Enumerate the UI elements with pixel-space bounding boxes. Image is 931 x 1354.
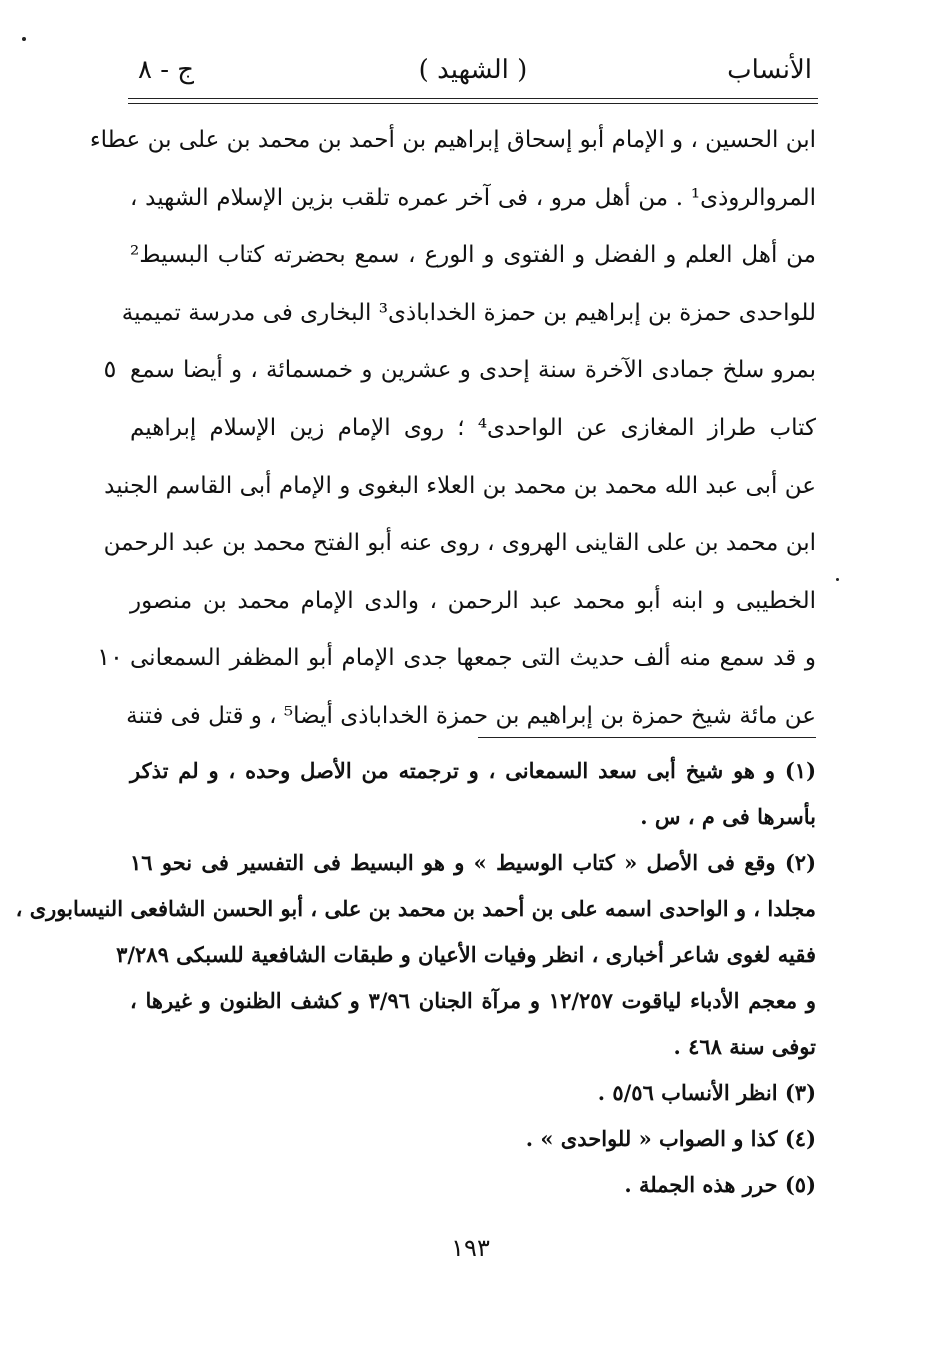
footnote-1-line: (١) و هو شيخ أبى سعد السمعانى ، و ترجمته من الأصل وحده ، و لم تذكر [130,758,816,783]
text-line: عن مائة شيخ حمزة بن إبراهيم بن حمزة الخداباذى أيضا⁵ ، و قتل فى فتنة [126,702,816,729]
scan-speck [836,578,839,581]
header-entry-title: ( الشهيد ) [418,55,528,85]
line-number-10: ١٠ [97,643,123,671]
footnote-2-line: توفى سنة ٤٦٨ . [673,1034,816,1059]
text-line: من أهل العلم و الفضل و الفتوى و الورع ، سمع بحضرته كتاب البسيط² [130,242,817,269]
text-line: ابن محمد بن على القاينى الهروى ، روى عنه أبو الفتح محمد بن عبد الرحمن [103,530,816,557]
text-line: و قد سمع منه ألف حديث التى جمعها جدى الإمام أبو المظفر السمعانى [130,645,816,672]
footnote-2-line: و معجم الأدباء لياقوت ١٢/٢٥٧ و مرآة الجنان ٣/٩٦ و كشف الظنون و غيرها ، [130,988,817,1013]
header-volume: ج - ٨ [138,55,195,85]
footnote-2-line: فقيه لغوى شاعر أخبارى ، انظر وفيات الأعيان و طبقات الشافعية للسبكى ٣/٢٨٩ [116,942,816,967]
footnote-5: (٥) حرر هذه الجملة . [624,1172,816,1197]
header-section-title: الأنساب [727,55,812,85]
running-header [130,48,816,92]
text-line: للواحدى حمزة بن إبراهيم بن حمزة الخداباذى³ البخارى فى مدرسة تميمية [121,299,816,326]
line-number-5: ٥ [103,355,117,383]
text-line: عن أبى عبد الله محمد بن محمد بن العلاء البغوى و الإمام أبى القاسم الجنيد [104,472,816,499]
text-line: ابن الحسين ، و الإمام أبو إسحاق إبراهيم بن أحمد بن محمد بن على بن عطاء [89,127,816,153]
footnote-3: (٣) انظر الأنساب ٥/٥٦ . [597,1080,816,1105]
scan-speck [22,37,26,41]
text-line: بمرو سلخ جمادى الآخرة سنة إحدى و عشرين و خمسمائة ، و أيضا سمع [130,357,816,384]
footnote-1-line: بأسرها فى م ، س . [640,804,816,829]
footnote-4: (٤) كذا و الصواب « للواحدى » . [525,1126,816,1151]
text-line: كتاب طراز المغازى عن الواحدى⁴ ؛ روى الإمام زين الإسلام إبراهيم [130,414,816,441]
footnote-2-line: مجلدا ، و الواحدى اسمه على بن أحمد بن محمد بن على ، أبو الحسن الشافعى النيسابورى ، [15,896,816,921]
page-number: ١٩٣ [451,1234,490,1262]
header-rule-top [128,98,818,99]
footnotes [15,748,817,1208]
footnote-2-line: (٢) وقع فى الأصل « كتاب الوسيط » و هو البسيط فى التفسير فى نحو ١٦ [130,850,816,875]
header-rule-bottom [128,103,818,104]
text-line: الخطيبى و ابنه أبو محمد عبد الرحمن ، والدى الإمام محمد بن منصور [130,587,816,614]
footnote-rule [478,737,816,738]
text-line: المروالروذى¹ . من أهل مرو ، فى آخر عمره تلقب بزين الإسلام الشهيد ، [130,184,816,211]
